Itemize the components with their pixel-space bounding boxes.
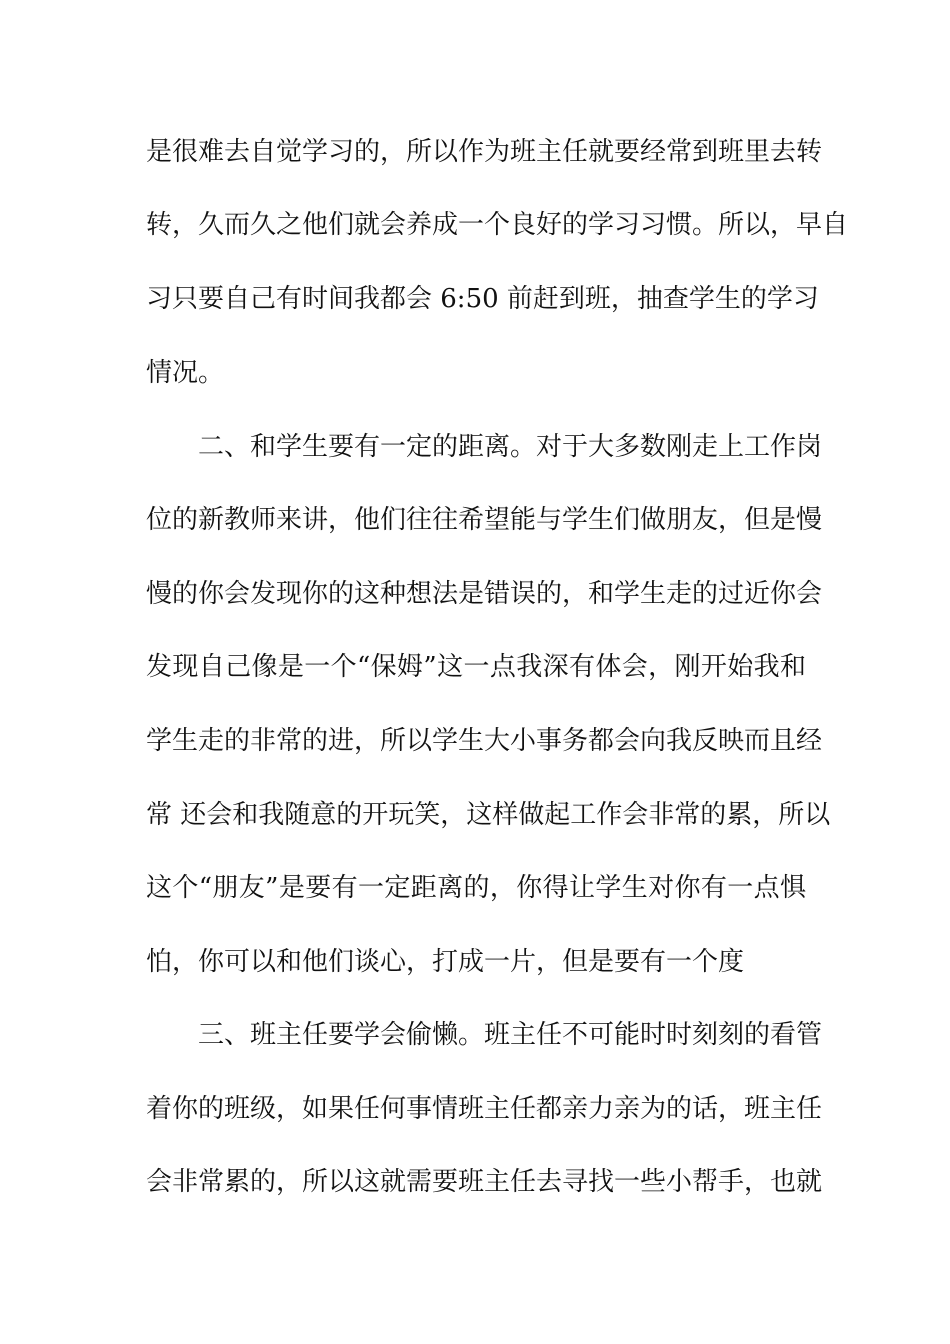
paragraph-line: 三、班主任要学会偷懒。班主任不可能时时刻刻的看管 (198, 1020, 823, 1050)
paragraph-line: 转，久而久之他们就会养成一个良好的学习习惯。所以，早自 (146, 210, 849, 240)
paragraph-line: 常 还会和我随意的开玩笑，这样做起工作会非常的累，所以 (146, 800, 831, 830)
paragraph-line: 这个“朋友”是要有一定距离的，你得让学生对你有一点惧 (146, 873, 806, 903)
paragraph-line: 是很难去自觉学习的，所以作为班主任就要经常到班里去转 (146, 137, 823, 167)
paragraph-line: 二、和学生要有一定的距离。对于大多数刚走上工作岗 (198, 432, 823, 462)
paragraph-line: 怕，你可以和他们谈心，打成一片，但是要有一个度 (146, 947, 745, 977)
paragraph-line: 着你的班级，如果任何事情班主任都亲力亲为的话，班主任 (146, 1094, 823, 1124)
paragraph-line: 慢的你会发现你的这种想法是错误的，和学生走的过近你会 (146, 579, 823, 609)
paragraph-line: 会非常累的，所以这就需要班主任去寻找一些小帮手，也就 (146, 1167, 823, 1197)
paragraph-line: 习只要自己有时间我都会 6:50 前赶到班，抽查学生的学习 (146, 284, 819, 314)
paragraph-line: 情况。 (146, 358, 225, 388)
paragraph-line: 学生走的非常的进，所以学生大小事务都会向我反映而且经 (146, 726, 823, 756)
paragraph-line: 发现自己像是一个“保姆”这一点我深有体会，刚开始我和 (146, 652, 806, 682)
paragraph-line: 位的新教师来讲，他们往往希望能与学生们做朋友，但是慢 (146, 505, 823, 535)
